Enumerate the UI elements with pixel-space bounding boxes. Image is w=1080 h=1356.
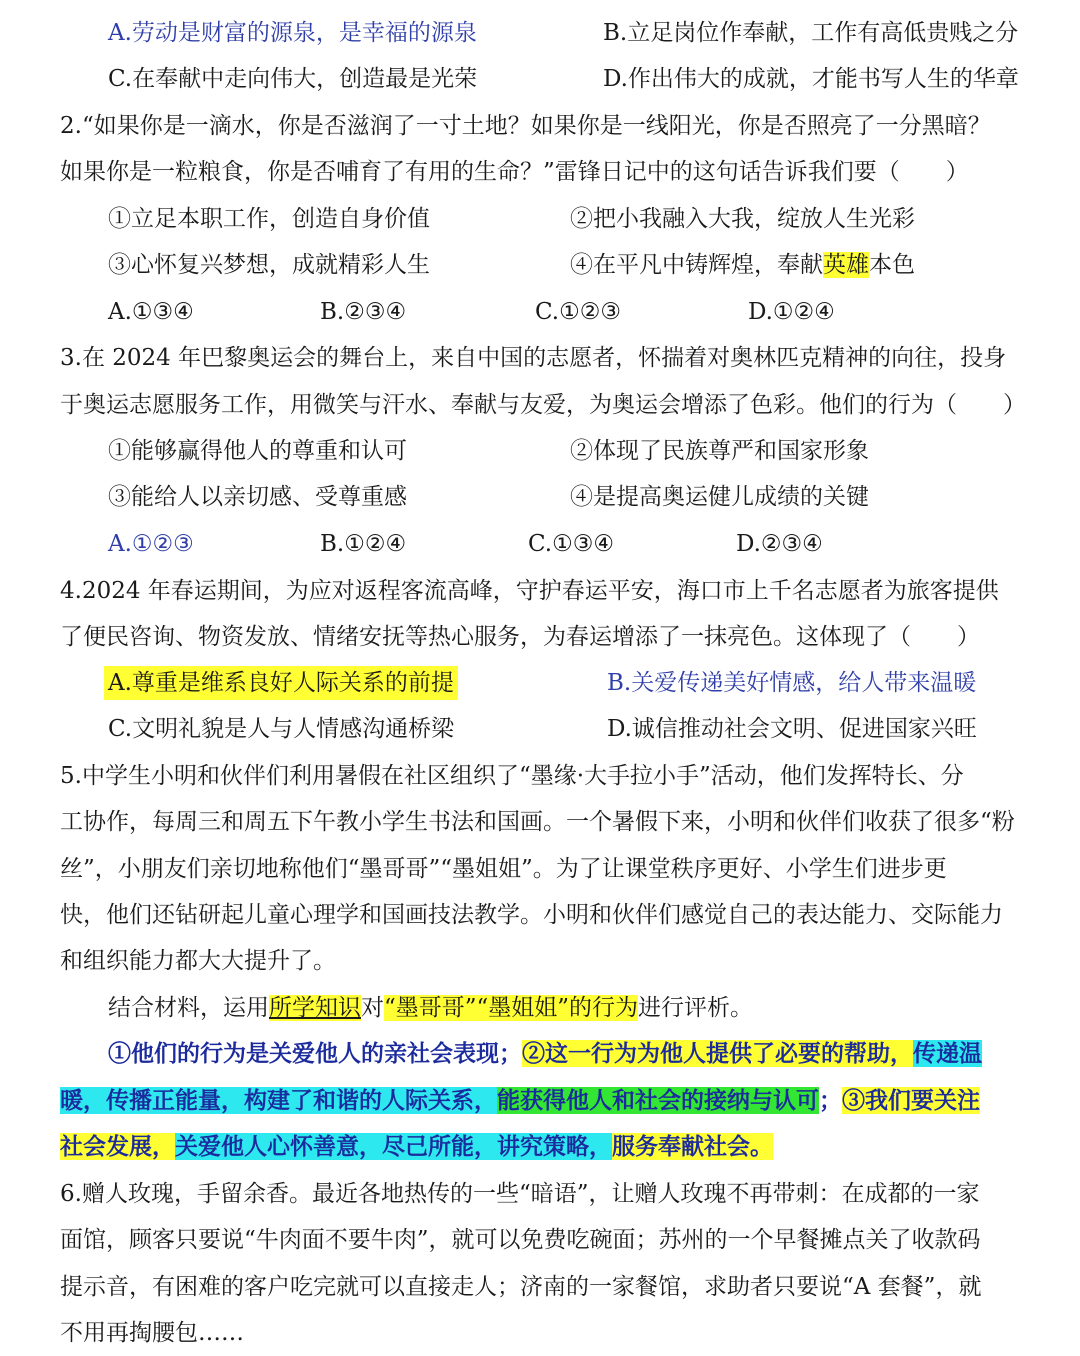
q5-stem-line-2: 工协作，每周三和周五下午教小学生书法和国画。一个暑假下来，小明和伙伴们收获了很多“粉 (60, 809, 1015, 835)
q2-item-2: ②把小我融入大我，绽放人生光彩 (570, 206, 915, 232)
q4-option-a: A.尊重是维系良好人际关系的前提 (104, 666, 458, 700)
q5-answer-separator: ； (819, 1087, 842, 1114)
q2-item-4-text: ④在平凡中铸辉煌，奉献 (570, 252, 823, 278)
q6-stem-line-4: 不用再掏腰包…… (60, 1320, 244, 1346)
q5-answer-point-2b: 传递温 (913, 1040, 982, 1067)
q2-item-4 (570, 248, 915, 282)
q3-item-3: ③能给人以亲切感、受尊重感 (108, 484, 407, 510)
q5-question-text-mid: 对 (361, 995, 384, 1021)
q2-option-b: B.②③④ (320, 299, 407, 325)
q6-stem-line-3: 提示音，有困难的客户吃完就可以直接走人；济南的一家餐馆，求助者只要说“A 套餐”，就 (60, 1274, 982, 1300)
q5-stem-line-3: 丝”，小朋友们亲切地称他们“墨哥哥”“墨姐姐”。为了让课堂秩序更好、小学生们进步更 (60, 856, 947, 882)
q5-stem-line-5: 和组织能力都大大提升了。 (60, 948, 336, 974)
q5-question-text: 结合材料，运用 (108, 995, 269, 1021)
q5-answer-point-3c: 关爱他人心怀善意，尽己所能，讲究策略， (175, 1133, 612, 1160)
q6-stem-line-1: 6.赠人玫瑰，手留余香。最近各地热传的一些“暗语”，让赠人玫瑰不再带刺：在成都的一家 (60, 1181, 980, 1207)
q5-answer-line-1 (108, 1037, 982, 1071)
q3-option-a: A.①②③ (108, 531, 194, 557)
q5-answer-point-2d: 能获得他人和社会的接纳与认可 (497, 1087, 819, 1114)
q3-stem-line-1: 3.在 2024 年巴黎奥运会的舞台上，来自中国的志愿者，怀揣着对奥林匹克精神的向往，投身 (60, 345, 1007, 371)
q5-stem-line-1: 5.中学生小明和伙伴们利用暑假在社区组织了“墨缘·大手拉小手”活动，他们发挥特长、分 (60, 763, 964, 789)
q6-stem-line-2: 面馆，顾客只要说“牛肉面不要牛肉”，就可以免费吃碗面；苏州的一个早餐摊点关了收款码 (60, 1227, 981, 1253)
q5-answer-point-3: ③我们要关注 (842, 1087, 980, 1114)
q2-stem-line-2: 如果你是一粒粮食，你是否哺育了有用的生命？”雷锋日记中的这句话告诉我们要（ ） (60, 159, 969, 185)
q5-answer-point-3b: 社会发展， (60, 1133, 175, 1160)
q3-item-1: ①能够赢得他人的尊重和认可 (108, 438, 407, 464)
q5-answer-point-2c: 暖，传播正能量，构建了和谐的人际关系， (60, 1087, 497, 1114)
q2-option-a: A.①③④ (108, 299, 194, 325)
q5-question-highlight-knowledge: 所学知识 (269, 995, 361, 1021)
q2-item-3: ③心怀复兴梦想，成就精彩人生 (108, 252, 430, 278)
q3-item-4: ④是提高奥运健儿成绩的关键 (570, 484, 869, 510)
q5-answer-line-2 (60, 1084, 980, 1118)
q4-stem-line-2: 了便民咨询、物资发放、情绪安抚等热心服务，为春运增添了一抹亮色。这体现了（ ） (60, 624, 980, 650)
q1-option-b: B.立足岗位作奉献，工作有高低贵贱之分 (603, 20, 1019, 46)
q2-option-c: C.①②③ (535, 299, 621, 325)
q2-item-4-highlight: 英雄 (823, 252, 869, 278)
q4-stem-line-1: 4.2024 年春运期间，为应对返程客流高峰，守护春运平安，海口市上千名志愿者为旅客提供 (60, 578, 999, 604)
q5-answer-line-3 (60, 1130, 773, 1164)
q4-option-b: B.关爱传递美好情感，给人带来温暖 (607, 670, 977, 696)
q5-stem-line-4: 快，他们还钻研起儿童心理学和国画技法教学。小明和伙伴们感觉自己的表达能力、交际能力 (60, 902, 1003, 928)
q3-item-2: ②体现了民族尊严和国家形象 (570, 438, 869, 464)
q5-question (108, 991, 753, 1025)
q2-stem-line-1: 2.“如果你是一滴水，你是否滋润了一寸土地？如果你是一线阳光，你是否照亮了一分黑暗？ (60, 113, 991, 139)
q2-item-4-tail: 本色 (869, 252, 915, 278)
q5-question-text-end: 进行评析。 (638, 995, 754, 1021)
q3-option-c: C.①③④ (528, 531, 614, 557)
q5-answer-point-2: ②这一行为为他人提供了必要的帮助， (522, 1040, 913, 1067)
q5-question-highlight-subject: “墨哥哥”“墨姐姐”的行为 (384, 995, 639, 1021)
q1-option-d: D.作出伟大的成就，才能书写人生的华章 (603, 66, 1019, 92)
q5-answer-point-1: ①他们的行为是关爱他人的亲社会表现； (108, 1040, 522, 1067)
q1-option-c: C.在奉献中走向伟大，创造最是光荣 (108, 66, 478, 92)
q1-option-a: A.劳动是财富的源泉，是幸福的源泉 (108, 20, 477, 46)
q2-option-d: D.①②④ (748, 299, 835, 325)
q4-option-c: C.文明礼貌是人与人情感沟通桥梁 (108, 716, 455, 742)
q2-item-1: ①立足本职工作，创造自身价值 (108, 206, 430, 232)
q4-option-d: D.诚信推动社会文明、促进国家兴旺 (607, 716, 977, 742)
q5-answer-point-3d: 服务奉献社会。 (612, 1133, 773, 1160)
q3-stem-line-2: 于奥运志愿服务工作，用微笑与汗水、奉献与友爱，为奥运会增添了色彩。他们的行为（ ） (60, 392, 1026, 418)
q3-option-d: D.②③④ (736, 531, 823, 557)
q3-option-b: B.①②④ (320, 531, 407, 557)
